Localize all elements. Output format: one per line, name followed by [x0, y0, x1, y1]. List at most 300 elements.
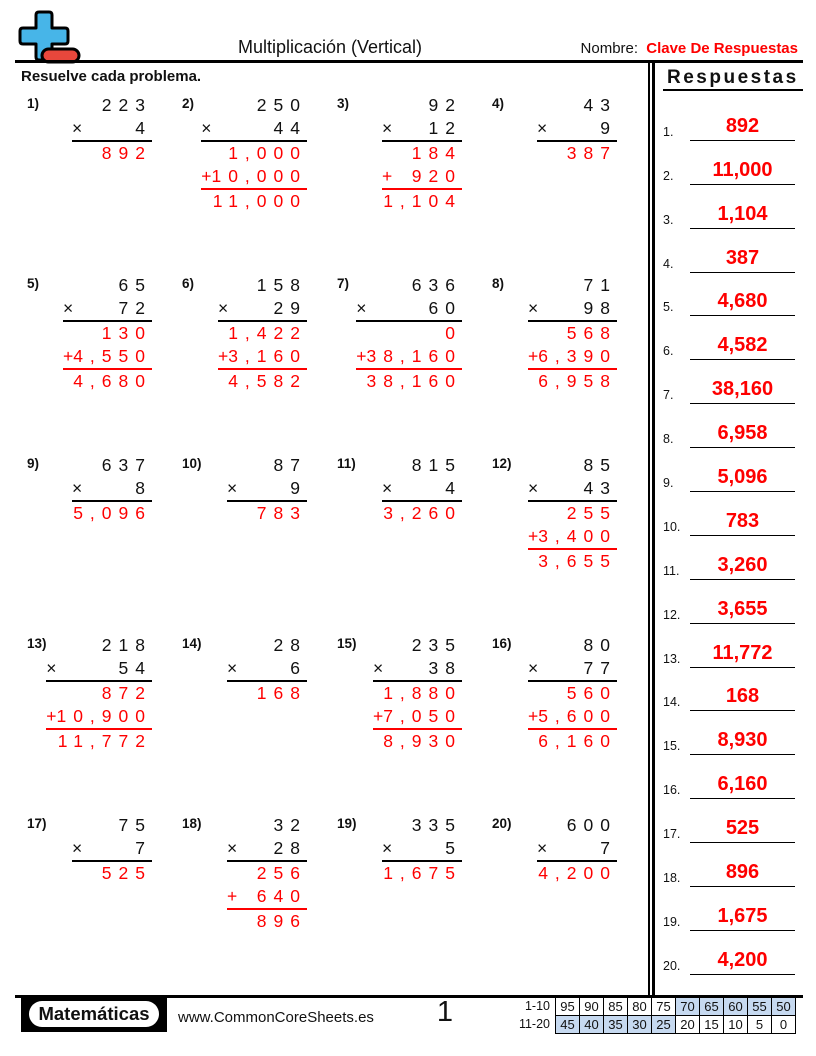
- partial-product-2: [528, 705, 617, 730]
- answer-line: [690, 159, 795, 185]
- score-cell: 50: [772, 998, 796, 1016]
- problem-work: [227, 454, 307, 525]
- answers-panel: [648, 63, 801, 995]
- problem-number: 17): [27, 816, 47, 831]
- multiply-row: [382, 477, 462, 502]
- answer-line: [690, 905, 795, 931]
- answer-line: [690, 949, 795, 975]
- answer-value: 4,680: [717, 290, 768, 313]
- answer-item-8: [663, 404, 795, 448]
- problem-work: [528, 274, 617, 393]
- brand-pill: [29, 1001, 158, 1027]
- multiplicand: 65: [118, 275, 152, 295]
- score-cell: 65: [700, 998, 724, 1016]
- partial-product-2-value: 5,600: [538, 706, 617, 726]
- partial-product-2: [528, 345, 617, 370]
- product-answer: 38,160: [366, 371, 462, 391]
- problems-grid: [25, 94, 645, 994]
- product-answer: 783: [256, 503, 307, 523]
- problem-work: [373, 634, 462, 753]
- multiply-row: [382, 837, 462, 862]
- instruction-text: Resuelve cada problema.: [21, 68, 202, 85]
- answer-value: 6,958: [717, 422, 768, 445]
- score-row-label: 11-20: [518, 1017, 550, 1031]
- problem-work: [382, 94, 462, 213]
- answer-item-18: [663, 843, 795, 887]
- problem-number: 13): [27, 636, 47, 651]
- answer-item-7: [663, 360, 795, 404]
- multiplier: 43: [583, 478, 617, 498]
- product-answer: 5,096: [73, 503, 152, 523]
- problem-work: [46, 634, 152, 753]
- answer-number: 9.: [663, 476, 674, 491]
- brand-label: Matemáticas: [38, 1002, 150, 1024]
- partial-product-1: 0: [445, 323, 462, 343]
- problem-work: [201, 94, 307, 213]
- partial-product-1: 130: [101, 323, 152, 343]
- multiply-icon: ×: [72, 118, 83, 138]
- answer-item-12: [663, 580, 795, 624]
- multiplicand: 600: [566, 815, 617, 835]
- multiplicand: 80: [583, 635, 617, 655]
- problem-number: 20): [492, 816, 512, 831]
- problem-work: [72, 454, 152, 525]
- answer-item-4: [663, 229, 795, 273]
- problem-number: 2): [182, 96, 195, 111]
- multiplier: 72: [118, 298, 152, 318]
- partial-product-1: 256: [256, 863, 307, 883]
- answer-number: 1.: [663, 124, 674, 139]
- score-cell: 95: [556, 998, 580, 1016]
- answer-value: 11,000: [712, 158, 773, 181]
- problem-10: [180, 454, 335, 634]
- multiplicand: 250: [256, 95, 307, 115]
- problem-number: 12): [492, 456, 512, 471]
- answer-line: [690, 290, 795, 316]
- multiply-row: [46, 657, 152, 682]
- plus-icon: +: [527, 526, 539, 546]
- multiplier: 5: [445, 838, 462, 858]
- multiply-row: [528, 657, 617, 682]
- score-cell: 55: [748, 998, 772, 1016]
- score-row-2: [519, 1016, 796, 1034]
- plus-icon: +: [527, 346, 539, 366]
- plus-icon: +: [356, 346, 367, 366]
- score-cell: 40: [580, 1016, 604, 1034]
- answer-line: [690, 817, 795, 843]
- answer-line: [690, 510, 795, 536]
- answer-number: 5.: [663, 300, 674, 315]
- answer-value: 3,655: [717, 597, 768, 620]
- answer-item-20: [663, 931, 795, 975]
- answer-item-14: [663, 668, 795, 712]
- answer-item-13: [663, 624, 795, 668]
- answer-number: 12.: [663, 607, 681, 622]
- multiplier: 8: [135, 478, 152, 498]
- multiply-icon: ×: [227, 838, 238, 858]
- problem-number: 6): [182, 276, 195, 291]
- score-cell: 15: [700, 1016, 724, 1034]
- problem-number: 9): [27, 456, 40, 471]
- answers-list: [663, 97, 795, 975]
- multiplicand: 223: [101, 95, 152, 115]
- problem-work: [528, 454, 617, 573]
- worksheet-title: Multiplicación (Vertical): [237, 37, 423, 57]
- problem-4: [490, 94, 645, 274]
- multiply-row: [63, 297, 152, 322]
- score-cell: 5: [748, 1016, 772, 1034]
- answer-line: [690, 554, 795, 580]
- answer-value: 4,200: [717, 948, 768, 971]
- multiplier: 7: [135, 838, 152, 858]
- plus-icon: +: [527, 706, 539, 726]
- multiplier: 28: [273, 838, 307, 858]
- plus-icon: +: [372, 706, 384, 726]
- partial-product-2-value: 3,160: [228, 346, 307, 366]
- multiply-row: [537, 117, 617, 142]
- partial-product-1: 568: [566, 323, 617, 343]
- problem-work: [382, 814, 462, 885]
- product-answer: 168: [256, 683, 307, 703]
- answer-number: 16.: [663, 783, 681, 798]
- problem-19: [335, 814, 490, 994]
- answer-number: 15.: [663, 739, 681, 754]
- answer-line: [690, 422, 795, 448]
- multiplier: 77: [583, 658, 617, 678]
- answer-line: [690, 115, 795, 141]
- answer-item-17: [663, 799, 795, 843]
- answer-value: 1,104: [717, 202, 768, 225]
- answer-line: [690, 598, 795, 624]
- multiplier: 9: [290, 478, 307, 498]
- problem-6: [180, 274, 335, 454]
- problem-number: 10): [182, 456, 202, 471]
- problem-2: [180, 94, 335, 274]
- product-answer: 11,000: [212, 191, 307, 211]
- answer-number: 17.: [663, 827, 681, 842]
- problem-number: 3): [337, 96, 350, 111]
- answer-number: 2.: [663, 168, 674, 183]
- partial-product-2: [46, 705, 152, 730]
- partial-product-1: 1,000: [228, 143, 307, 163]
- problem-work: [537, 94, 617, 165]
- answer-value: 4,582: [717, 334, 768, 357]
- multiply-icon: ×: [382, 478, 393, 498]
- partial-product-2-value: 7,050: [383, 706, 462, 726]
- problem-work: [218, 274, 307, 393]
- score-table: [519, 997, 796, 1034]
- score-row-label: 1-10: [524, 999, 550, 1013]
- product-answer: 4,200: [538, 863, 617, 883]
- multiply-row: [72, 837, 152, 862]
- answer-number: 18.: [663, 871, 681, 886]
- multiply-icon: ×: [62, 298, 74, 318]
- partial-product-2-value: 6,390: [538, 346, 617, 366]
- multiplicand: 85: [583, 455, 617, 475]
- partial-product-2-value: 38,160: [366, 346, 462, 366]
- partial-product-2-value: 4,550: [73, 346, 152, 366]
- multiply-icon: ×: [537, 838, 548, 858]
- problem-number: 1): [27, 96, 40, 111]
- problem-work: [72, 814, 152, 885]
- multiplier: 44: [273, 118, 307, 138]
- product-answer: 4,680: [73, 371, 152, 391]
- answer-item-11: [663, 536, 795, 580]
- problem-number: 5): [27, 276, 40, 291]
- partial-product-2: [218, 345, 307, 370]
- problem-20: [490, 814, 645, 994]
- answer-item-6: [663, 316, 795, 360]
- partial-product-1: 184: [411, 143, 462, 163]
- partial-product-1: 1,422: [228, 323, 307, 343]
- problem-number: 16): [492, 636, 512, 651]
- product-answer: 6,958: [538, 371, 617, 391]
- problem-11: [335, 454, 490, 634]
- multiply-row: [227, 477, 307, 502]
- problem-work: [227, 634, 307, 705]
- multiply-icon: ×: [227, 658, 238, 678]
- answer-value: 1,675: [717, 904, 768, 927]
- multiply-row: [72, 117, 152, 142]
- answer-value: 387: [725, 246, 760, 269]
- problem-17: [25, 814, 180, 994]
- problem-number: 19): [337, 816, 357, 831]
- answer-value: 6,160: [717, 773, 768, 796]
- multiply-icon: ×: [201, 118, 212, 138]
- answer-value: 896: [725, 861, 760, 884]
- answer-value: 38,160: [711, 378, 774, 401]
- partial-product-2: [201, 165, 307, 190]
- product-answer: 6,160: [538, 731, 617, 751]
- multiply-icon: ×: [72, 838, 83, 858]
- multiplier: 12: [428, 118, 462, 138]
- answer-number: 10.: [663, 519, 681, 534]
- score-cell: 75: [652, 998, 676, 1016]
- multiply-icon: ×: [527, 298, 539, 318]
- score-cell: 80: [628, 998, 652, 1016]
- answer-number: 20.: [663, 958, 681, 973]
- answer-number: 19.: [663, 914, 681, 929]
- multiply-row: [227, 657, 307, 682]
- problem-14: [180, 634, 335, 814]
- answer-item-15: [663, 711, 795, 755]
- answer-item-16: [663, 755, 795, 799]
- multiply-icon: ×: [46, 658, 57, 678]
- multiply-icon: ×: [527, 478, 539, 498]
- multiply-icon: ×: [372, 658, 384, 678]
- answer-line: [690, 729, 795, 755]
- problem-3: [335, 94, 490, 274]
- partial-product-2: [63, 345, 152, 370]
- multiplier: 9: [600, 118, 617, 138]
- answer-item-3: [663, 185, 795, 229]
- answer-item-1: [663, 97, 795, 141]
- answer-number: 14.: [663, 695, 681, 710]
- multiply-row: [201, 117, 307, 142]
- problem-work: [227, 814, 307, 933]
- multiplier: 98: [583, 298, 617, 318]
- answer-number: 6.: [663, 344, 674, 359]
- product-answer: 1,675: [383, 863, 462, 883]
- multiply-icon: ×: [356, 298, 367, 318]
- multiply-icon: ×: [382, 838, 393, 858]
- multiplier: 6: [290, 658, 307, 678]
- answer-value: 5,096: [717, 466, 768, 489]
- problem-work: [528, 634, 617, 753]
- answer-item-9: [663, 448, 795, 492]
- score-cell: 90: [580, 998, 604, 1016]
- brand-badge: [21, 995, 167, 1032]
- multiplicand: 71: [583, 275, 617, 295]
- product-answer: 525: [101, 863, 152, 883]
- answers-title-wrap: [663, 67, 799, 89]
- multiplicand: 235: [411, 635, 462, 655]
- answer-number: 7.: [663, 388, 674, 403]
- problem-5: [25, 274, 180, 454]
- score-cell: 85: [604, 998, 628, 1016]
- partial-product-2: [373, 705, 462, 730]
- problem-15: [335, 634, 490, 814]
- score-cell: 25: [652, 1016, 676, 1034]
- answer-value: 11,772: [712, 641, 773, 664]
- product-answer: 1,104: [383, 191, 462, 211]
- answer-item-10: [663, 492, 795, 536]
- plus-icon: +: [201, 166, 212, 186]
- multiplicand: 158: [256, 275, 307, 295]
- multiply-row: [218, 297, 307, 322]
- problem-18: [180, 814, 335, 994]
- partial-product-2-value: 3,400: [538, 526, 617, 546]
- score-table-body: [519, 998, 796, 1034]
- product-answer: 11,772: [57, 731, 152, 751]
- partial-product-2: [356, 345, 462, 370]
- multiplicand: 92: [428, 95, 462, 115]
- multiply-icon: ×: [217, 298, 229, 318]
- answer-value: 525: [725, 817, 760, 840]
- multiplicand: 43: [583, 95, 617, 115]
- answers-title: Respuestas: [663, 67, 803, 91]
- answer-value: 783: [725, 509, 760, 532]
- product-answer: 8,930: [383, 731, 462, 751]
- multiply-row: [528, 297, 617, 322]
- score-cell: 60: [724, 998, 748, 1016]
- multiplicand: 218: [101, 635, 152, 655]
- multiplicand: 87: [273, 455, 307, 475]
- answer-line: [690, 378, 795, 404]
- multiplicand: 28: [273, 635, 307, 655]
- plus-icon: +: [62, 346, 74, 366]
- multiply-icon: ×: [72, 478, 83, 498]
- multiply-row: [537, 837, 617, 862]
- problem-number: 18): [182, 816, 202, 831]
- page-number: 1: [436, 996, 454, 1028]
- problem-number: 8): [492, 276, 505, 291]
- plus-icon: +: [46, 706, 57, 726]
- answer-number: 4.: [663, 256, 674, 271]
- score-cell: 20: [676, 1016, 700, 1034]
- problem-8: [490, 274, 645, 454]
- answer-line: [690, 247, 795, 273]
- problem-work: [537, 814, 617, 885]
- problem-work: [72, 94, 152, 165]
- answer-line: [690, 685, 795, 711]
- multiply-row: [382, 117, 462, 142]
- partial-product-2-value: 920: [411, 166, 462, 186]
- problem-1: [25, 94, 180, 274]
- multiply-icon: ×: [227, 478, 238, 498]
- score-cell: 10: [724, 1016, 748, 1034]
- partial-product-1: 1,880: [383, 683, 462, 703]
- answer-number: 13.: [663, 651, 681, 666]
- multiplicand: 815: [411, 455, 462, 475]
- multiplicand: 636: [411, 275, 462, 295]
- multiplicand: 335: [411, 815, 462, 835]
- product-answer: 3,655: [538, 551, 617, 571]
- multiplier: 29: [273, 298, 307, 318]
- answer-line: [690, 773, 795, 799]
- problem-work: [356, 274, 462, 393]
- product-answer: 3,260: [383, 503, 462, 523]
- multiply-row: [528, 477, 617, 502]
- multiply-row: [373, 657, 462, 682]
- partial-product-2: [227, 885, 307, 910]
- problem-12: [490, 454, 645, 634]
- website-url: www.CommonCoreSheets.es: [178, 1009, 374, 1026]
- partial-product-2-value: 10,900: [56, 706, 152, 726]
- partial-product-1: 872: [101, 683, 152, 703]
- partial-product-2-value: 10,000: [211, 166, 307, 186]
- problem-number: 11): [337, 456, 356, 471]
- answer-value: 3,260: [717, 553, 768, 576]
- score-cell: 70: [676, 998, 700, 1016]
- answer-line: [690, 642, 795, 668]
- problem-number: 15): [337, 636, 357, 651]
- partial-product-2-value: 640: [256, 886, 307, 906]
- score-row-1: [519, 998, 796, 1016]
- multiplicand: 32: [273, 815, 307, 835]
- answer-item-19: [663, 887, 795, 931]
- partial-product-2: [528, 525, 617, 550]
- answer-value: 168: [725, 685, 760, 708]
- answer-line: [690, 861, 795, 887]
- product-answer: 892: [101, 143, 152, 163]
- name-row: [581, 40, 798, 57]
- multiplier: 7: [600, 838, 617, 858]
- answer-line: [690, 203, 795, 229]
- answer-item-2: [663, 141, 795, 185]
- multiplicand: 637: [101, 455, 152, 475]
- partial-product-1: 255: [566, 503, 617, 523]
- answer-item-5: [663, 273, 795, 317]
- partial-product-1: 560: [566, 683, 617, 703]
- plus-icon: +: [227, 886, 238, 906]
- answer-number: 11.: [663, 563, 680, 578]
- multiplier: 60: [428, 298, 462, 318]
- answer-key-name: Clave De Respuestas: [646, 40, 798, 57]
- product-answer: 4,582: [228, 371, 307, 391]
- problem-number: 7): [337, 276, 350, 291]
- plus-icon: +: [382, 166, 393, 186]
- problem-9: [25, 454, 180, 634]
- problem-number: 14): [182, 636, 202, 651]
- answer-value: 8,930: [717, 729, 768, 752]
- answer-number: 8.: [663, 432, 674, 447]
- answer-line: [690, 466, 795, 492]
- partial-product-2: [382, 165, 462, 190]
- answers-panel-inner: [652, 63, 801, 995]
- multiply-row: [356, 297, 462, 322]
- multiply-icon: ×: [382, 118, 393, 138]
